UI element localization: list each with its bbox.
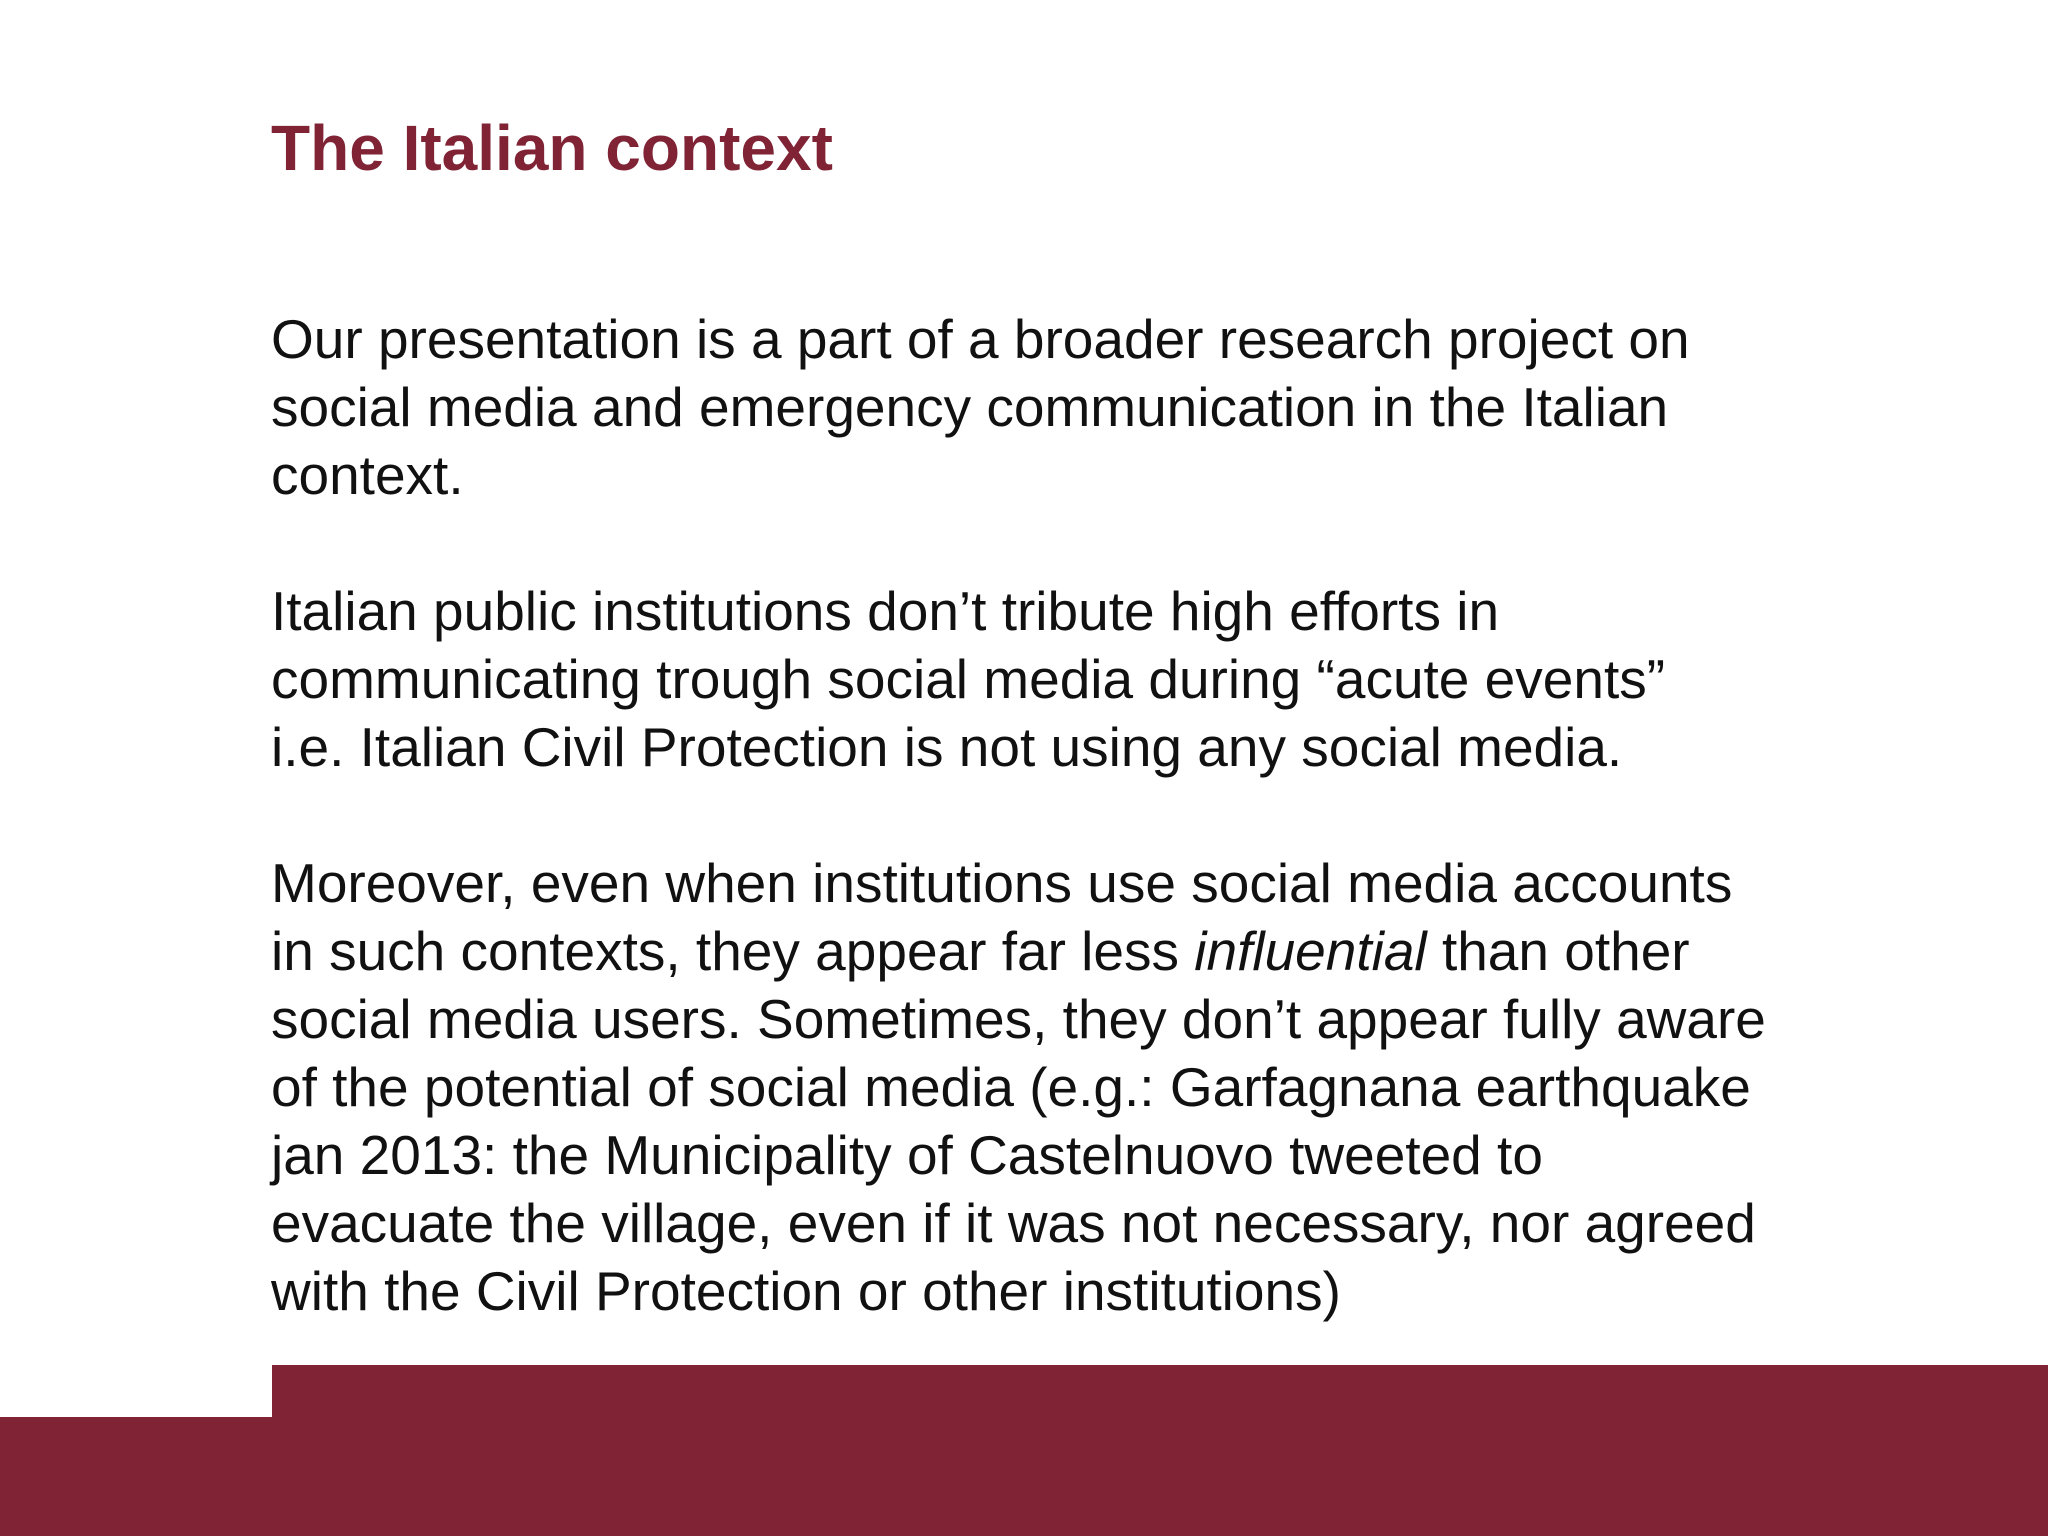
footer-band: [272, 1365, 2048, 1536]
text-line: jan 2013: the Municipality of Castelnuovo tweeted to: [271, 1124, 1543, 1186]
footer-band-left: [0, 1417, 272, 1536]
text-line: social media and emergency communication in the Italian: [271, 376, 1669, 438]
text-line: evacuate the village, even if it was not necessary, nor agreed: [271, 1192, 1756, 1254]
text-line: context.: [271, 444, 464, 506]
text-line: Moreover, even when institutions use social media accounts: [271, 852, 1733, 914]
text-line: social media users. Sometimes, they don’t appear fully aware: [271, 988, 1766, 1050]
paragraph-research-project: [271, 305, 1831, 509]
text-line: Our presentation is a part of a broader research project on: [271, 308, 1690, 370]
text-line-with-emphasis: [271, 917, 1831, 985]
paragraph-public-institutions: [271, 577, 1831, 781]
slide-title: The Italian context: [271, 112, 833, 184]
slide-body: [271, 305, 1831, 1325]
text-line: with the Civil Protection or other institutions): [271, 1260, 1341, 1322]
text-line: Italian public institutions don’t tribute high efforts in: [271, 580, 1500, 642]
text-line: communicating trough social media during “acute events”: [271, 648, 1666, 710]
text-segment: than other: [1441, 920, 1690, 982]
emphasis-influential: influential: [1194, 920, 1427, 982]
text-line: i.e. Italian Civil Protection is not using any social media.: [271, 716, 1623, 778]
paragraph-influence: [271, 849, 1831, 1325]
text-line: of the potential of social media (e.g.: Garfagnana earthquake: [271, 1056, 1751, 1118]
text-segment: in such contexts, they appear far less: [271, 920, 1179, 982]
